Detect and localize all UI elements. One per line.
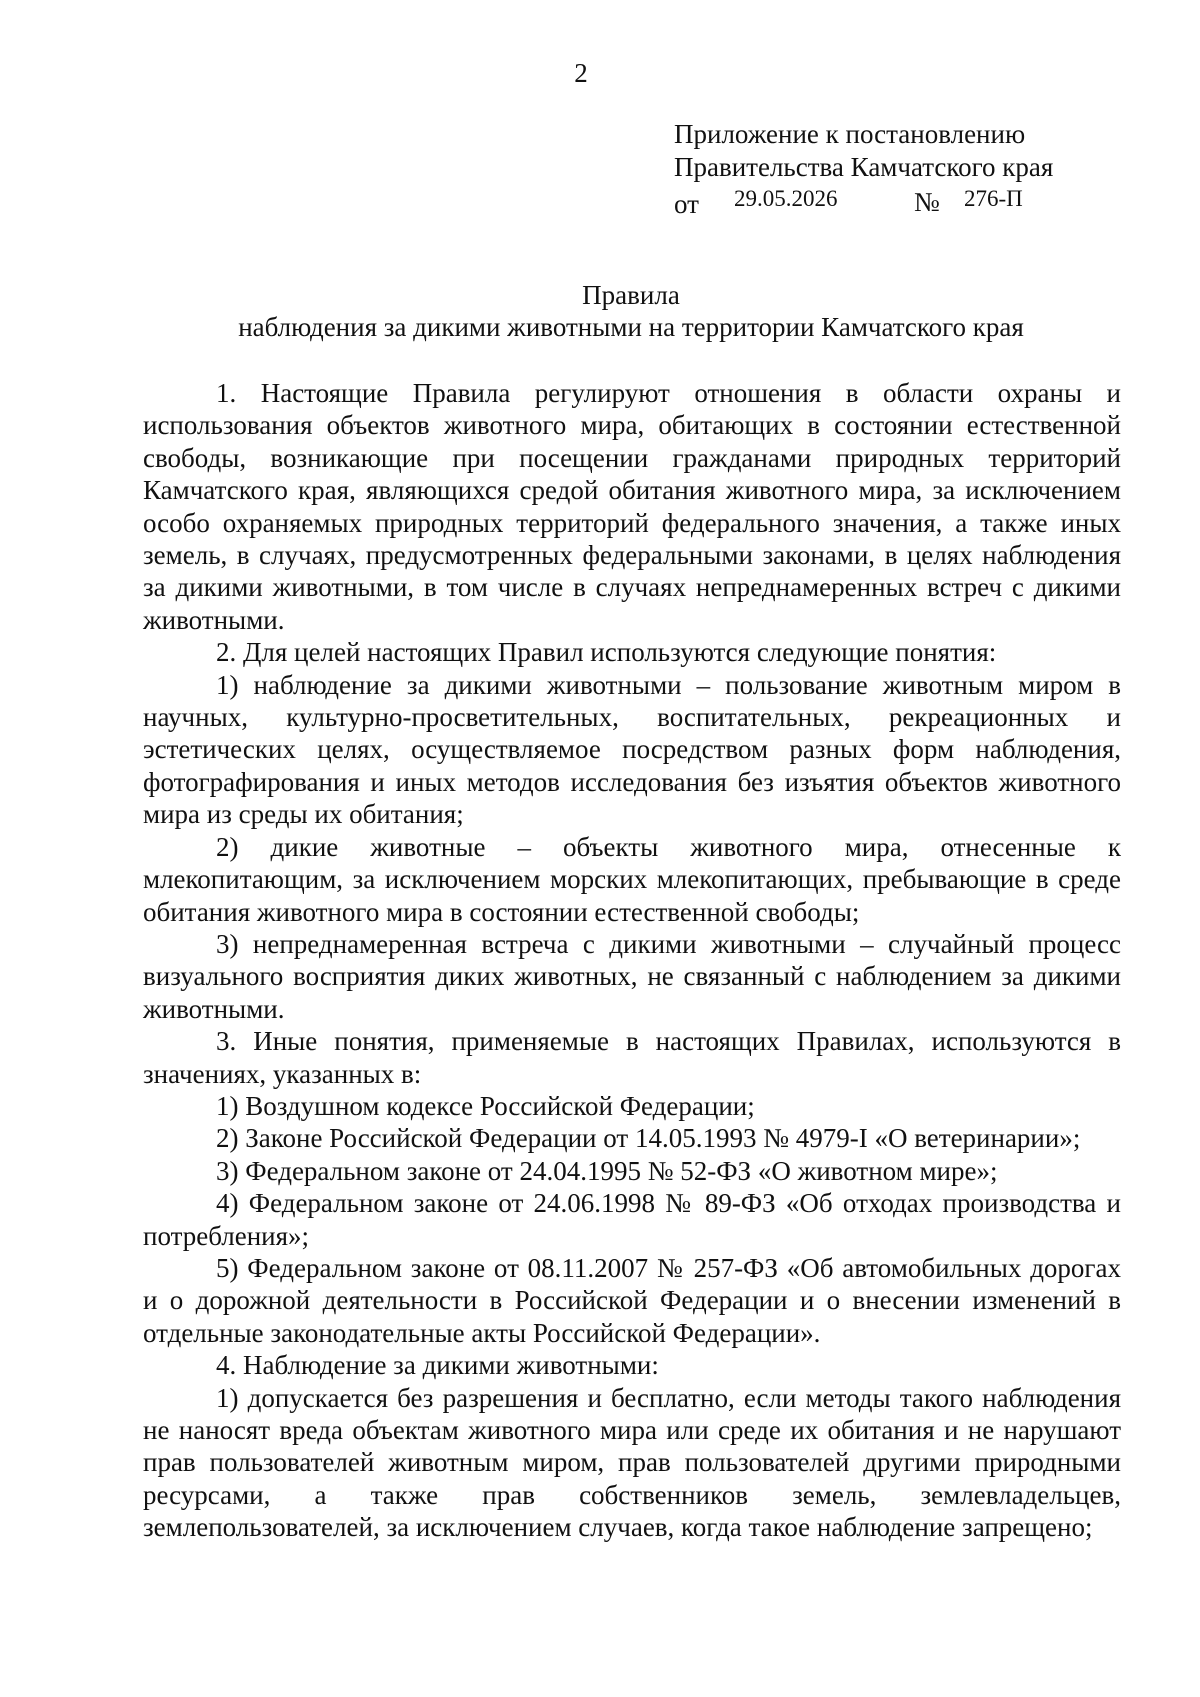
- decree-date: 29.05.2026: [734, 186, 838, 211]
- paragraph: 2. Для целей настоящих Правил используются следующие понятия:: [216, 637, 997, 668]
- paragraph: 2) дикие животные – объекты животного мира, отнесенные к млекопитающим, за исключением морских млекопитающих, пребывающие в среде обитания животного мира в состоянии естественной свободы;: [143, 831, 1121, 927]
- appendix-header: [674, 118, 1134, 220]
- document-body: [143, 377, 1121, 1544]
- paragraph: 2) Законе Российской Федерации от 14.05.1993 № 4979-I «О ветеринарии»;: [216, 1123, 1081, 1154]
- appendix-line-2: Правительства Камчатского края: [674, 152, 1054, 182]
- paragraph: 1) наблюдение за дикими животными – пользование животным миром в научных, культурно-просветительных, воспитательных, рекреационных и эстетических целях, осуществляемое посредством разных форм наблюдения, фотографирования и иных методов исследования без изъятия объектов животного мира из среды их обитания;: [143, 669, 1121, 830]
- appendix-line-1: Приложение к постановлению: [674, 119, 1026, 149]
- paragraph: 3) непреднамеренная встреча с дикими животными – случайный процесс визуального восприятия диких животных, не связанный с наблюдением за дикими животными.: [143, 928, 1121, 1024]
- paragraph: 3. Иные понятия, применяемые в настоящих Правилах, используются в значениях, указанных в:: [143, 1026, 1121, 1089]
- paragraph: 1) Воздушном кодексе Российской Федерации;: [216, 1090, 755, 1121]
- paragraph: 4. Наблюдение за дикими животными:: [216, 1350, 659, 1381]
- paragraph: 3) Федеральном законе от 24.04.1995 № 52-ФЗ «О животном мире»;: [216, 1155, 998, 1186]
- paragraph: 5) Федеральном законе от 08.11.2007 № 257-ФЗ «Об автомобильных дорогах и о дорожной деятельности в Российской Федерации и о внесении изменений в отдельные законодательные акты Российской Федерации».: [143, 1252, 1121, 1348]
- appendix-date-line: [674, 184, 1134, 220]
- document-title: Правила: [582, 280, 680, 310]
- paragraph: 1. Настоящие Правила регулируют отношения в области охраны и использования объектов животного мира, обитающих в состоянии естественной свободы, возникающие при посещении гражданами природных территорий Камчатского края, являющихся средой обитания животного мира, за исключением особо охраняемых природных территорий федерального значения, а также иных земель, в случаях, предусмотренных федеральными законами, в целях наблюдения за дикими животными, в том числе в случаях непреднамеренных встреч с дикими животными.: [143, 378, 1121, 635]
- number-sign: №: [914, 187, 940, 217]
- decree-number: 276-П: [964, 186, 1023, 211]
- page-number: 2: [574, 58, 588, 88]
- document-subtitle: наблюдения за дикими животными на территории Камчатского края: [238, 312, 1024, 342]
- from-label: от: [674, 189, 699, 219]
- paragraph: 1) допускается без разрешения и бесплатно, если методы такого наблюдения не наносят вреда объектам животного мира или среде их обитания и не нарушают прав пользователей животным миром, прав пользователей другими природными ресурсами, а также прав собственников земель, землевладельцев, землепользователей, за исключением случаев, когда такое наблюдение запрещено;: [143, 1382, 1121, 1543]
- paragraph: 4) Федеральном законе от 24.06.1998 № 89-ФЗ «Об отходах производства и потребления»;: [143, 1188, 1121, 1251]
